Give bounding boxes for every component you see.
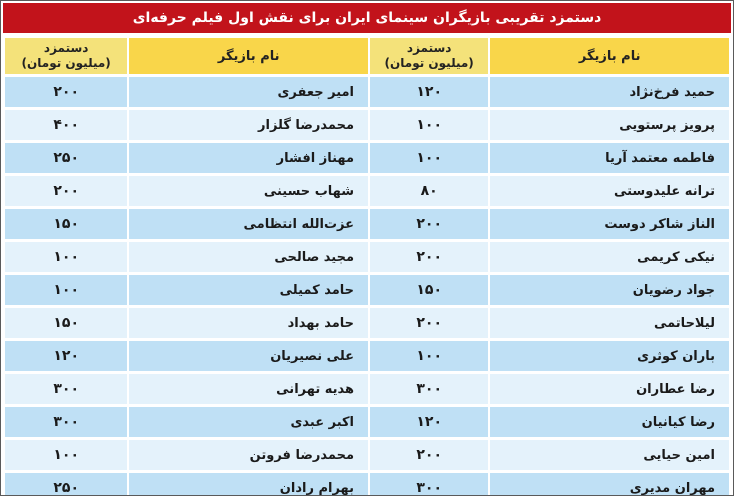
actor-fee: ۱۲۰ [370, 407, 488, 437]
actor-fee: ۱۰۰ [370, 143, 488, 173]
actor-fee: ۲۰۰ [370, 440, 488, 470]
actor-name: امیر جعفری [129, 77, 368, 107]
actor-name: الناز شاکر دوست [490, 209, 729, 239]
actor-fee: ۲۵۰ [5, 143, 127, 173]
table-header-row [5, 38, 729, 74]
actor-name: رضا عطاران [490, 374, 729, 404]
header-fee [5, 38, 127, 74]
table-row [5, 209, 729, 239]
actor-fee: ۱۲۰ [5, 341, 127, 371]
actor-name: مهناز افشار [129, 143, 368, 173]
actor-fee: ۱۰۰ [5, 242, 127, 272]
actor-name: رضا کیانیان [490, 407, 729, 437]
table-row [5, 77, 729, 107]
actor-name: هدیه تهرانی [129, 374, 368, 404]
actor-name: محمدرضا فروتن [129, 440, 368, 470]
actor-fee: ۳۰۰ [370, 473, 488, 496]
header-actor-name: نام بازیگر [490, 38, 729, 74]
actor-fee: ۴۰۰ [5, 110, 127, 140]
actor-fee: ۳۰۰ [5, 374, 127, 404]
actor-fee: ۸۰ [370, 176, 488, 206]
header-fee-line1: دستمزد [43, 41, 89, 55]
actor-fee: ۲۰۰ [5, 77, 127, 107]
actor-fee: ۱۲۰ [370, 77, 488, 107]
actor-fee: ۲۰۰ [5, 176, 127, 206]
actor-fee: ۱۰۰ [370, 110, 488, 140]
table-row [5, 374, 729, 404]
actor-fee: ۱۵۰ [370, 275, 488, 305]
actor-fee: ۲۰۰ [370, 308, 488, 338]
table-row [5, 440, 729, 470]
actor-fee: ۱۰۰ [370, 341, 488, 371]
actor-name: اکبر عبدی [129, 407, 368, 437]
header-fee [370, 38, 488, 74]
table-row [5, 407, 729, 437]
actor-name: علی نصیریان [129, 341, 368, 371]
actor-name: پرویز پرستویی [490, 110, 729, 140]
header-fee-line1: دستمزد [406, 41, 452, 55]
actor-fee: ۱۰۰ [5, 275, 127, 305]
actor-fee: ۲۵۰ [5, 473, 127, 496]
table-row [5, 176, 729, 206]
header-fee-line2: (میلیون تومان) [384, 56, 474, 70]
table-row [5, 473, 729, 496]
header-actor-name: نام بازیگر [129, 38, 368, 74]
actor-fee: ۲۰۰ [370, 242, 488, 272]
actor-name: حمید فرخ‌نژاد [490, 77, 729, 107]
table-row [5, 143, 729, 173]
actor-name: شهاب حسینی [129, 176, 368, 206]
page-title: دستمزد تقریبی بازیگران سینمای ایران برای نقش اول فیلم حرفه‌ای [3, 3, 731, 33]
actor-name: مجید صالحی [129, 242, 368, 272]
actor-name: عزت‌الله انتظامی [129, 209, 368, 239]
actor-name: محمدرضا گلزار [129, 110, 368, 140]
actor-name: نیکی کریمی [490, 242, 729, 272]
actor-fee: ۳۰۰ [5, 407, 127, 437]
table-row [5, 242, 729, 272]
actor-name: باران کوثری [490, 341, 729, 371]
actor-fee: ۱۰۰ [5, 440, 127, 470]
header-fee-line2: (میلیون تومان) [21, 56, 111, 70]
actor-name: فاطمه معتمد آریا [490, 143, 729, 173]
actor-name: حامد بهداد [129, 308, 368, 338]
actor-fee: ۱۵۰ [5, 308, 127, 338]
actor-fee: ۱۵۰ [5, 209, 127, 239]
table-row [5, 341, 729, 371]
actor-name: لیلاحاتمی [490, 308, 729, 338]
table-row [5, 275, 729, 305]
table-row [5, 110, 729, 140]
actor-name: حامد کمیلی [129, 275, 368, 305]
actor-name: بهرام رادان [129, 473, 368, 496]
actor-name: جواد رضویان [490, 275, 729, 305]
actor-name: مهران مدیری [490, 473, 729, 496]
actor-fee: ۲۰۰ [370, 209, 488, 239]
fees-table [3, 35, 731, 496]
actor-name: ترانه علیدوستی [490, 176, 729, 206]
actor-fee: ۳۰۰ [370, 374, 488, 404]
table-row [5, 308, 729, 338]
actor-name: امین حیایی [490, 440, 729, 470]
